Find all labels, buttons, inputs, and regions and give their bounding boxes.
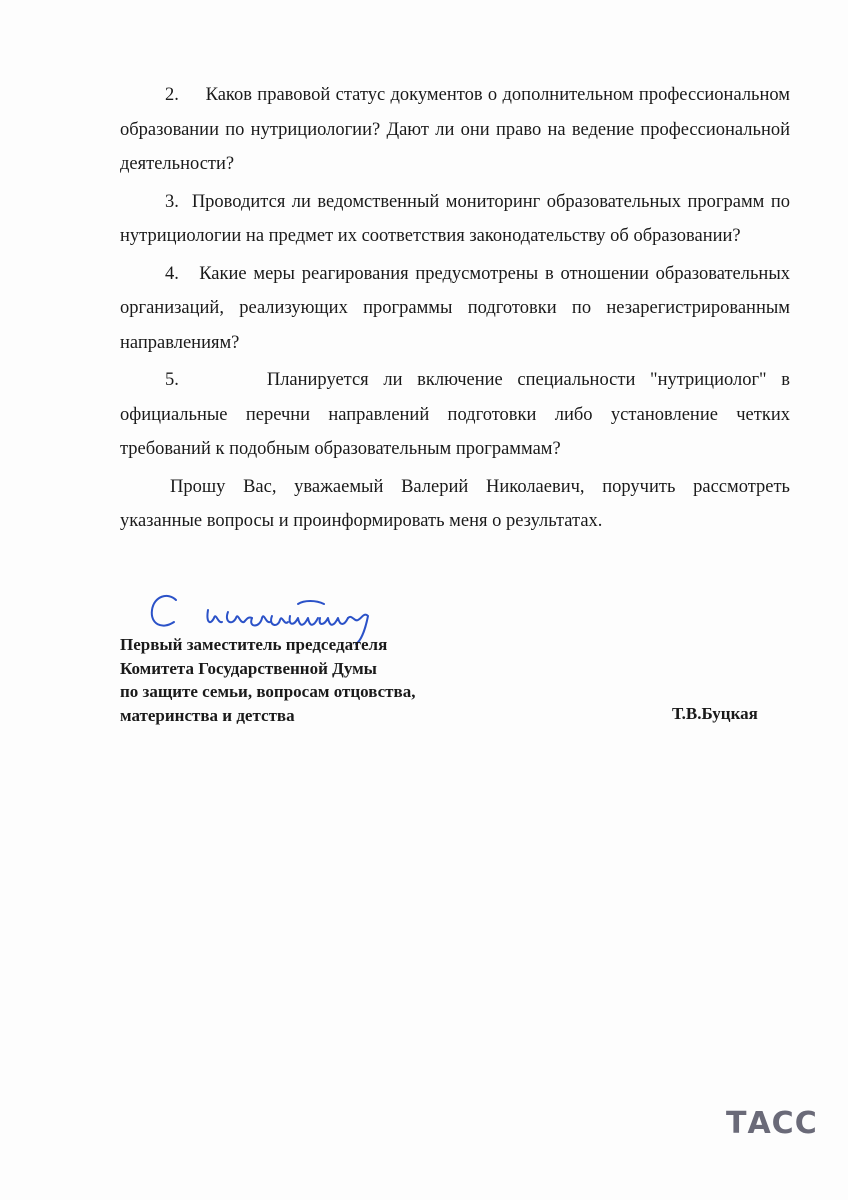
question-number: 3. xyxy=(165,191,179,212)
position-line: Первый заместитель председателя xyxy=(120,635,388,654)
position-line: Комитета Государственной Думы xyxy=(120,658,377,678)
question-number: 4. xyxy=(165,263,179,284)
question-text: Планируется ли включение специальности "нутрициолог" в официальные перечни направлений подготовки либо установление четких требований к подобным образовательным программам? xyxy=(120,370,791,459)
question-number: 2. xyxy=(165,85,179,105)
closing-request: Прошу Вас, уважаемый Валерий Николаевич, поручить рассмотреть указанные вопросы и проинформировать меня о результатах. xyxy=(120,476,790,531)
question-3 xyxy=(120,185,790,254)
signatory-position xyxy=(120,633,415,727)
position-line: материнства и детства xyxy=(120,705,295,725)
question-5 xyxy=(120,363,790,467)
question-text: Какие меры реагирования предусмотрены в отношении образовательных организаций, реализующих программы подготовки по незарегистрированным направлениям? xyxy=(120,263,790,353)
question-number: 5. xyxy=(165,370,179,390)
question-4 xyxy=(120,257,790,361)
letter-body xyxy=(120,78,790,539)
position-line: по защите семьи, вопросам отцовства, xyxy=(120,682,416,701)
tass-logo: ТАСС xyxy=(726,1106,818,1141)
question-text: Проводится ли ведомственный мониторинг образовательных программ по нутрициологии на предмет их соответствия законодательству об образовании? xyxy=(120,191,790,246)
question-text: Каков правовой статус документов о дополнительном профессиональном образовании по нутрициологии? Дают ли они право на ведение профессиональной деятельности? xyxy=(120,85,790,174)
signatory-name: Т.В.Буцкая xyxy=(672,704,758,723)
question-2 xyxy=(120,78,790,182)
